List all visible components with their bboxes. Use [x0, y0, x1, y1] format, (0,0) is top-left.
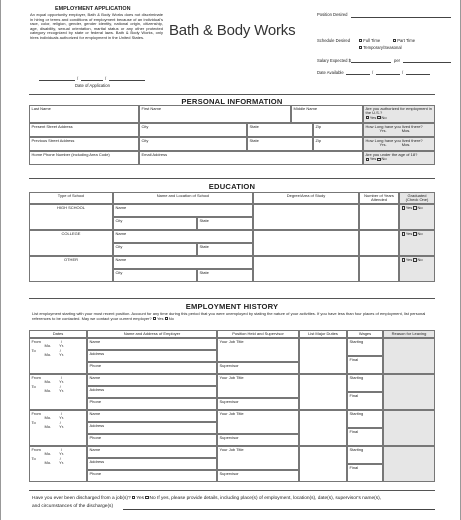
reason-field[interactable] [383, 374, 435, 410]
under-18-no-checkbox[interactable] [377, 158, 380, 161]
history-intro: List employment starting with your most recent position. Account for any time during this period that you were unemployed by stating the nature of your activities. If you have less than four places of employment, list personal references to be contacted. May we contact your current employer? Yes No [32, 311, 426, 321]
full-time-option[interactable]: Full Time [359, 38, 380, 43]
salary-expected-label: Salary Expected $ [317, 58, 351, 63]
graduated-no-checkbox[interactable] [413, 258, 416, 261]
previous-address-field[interactable]: Previous Street Address [29, 137, 139, 151]
school-degree-field[interactable] [253, 204, 359, 230]
school-name-field[interactable]: Name [113, 256, 253, 269]
email-field[interactable]: Email Address [139, 151, 363, 165]
footer-rule [29, 490, 435, 491]
school-graduated-field: Yes No [399, 256, 435, 282]
date-day-line[interactable] [81, 80, 103, 81]
graduated-no-checkbox[interactable] [413, 232, 416, 235]
employer-address-field[interactable]: Address [87, 458, 217, 470]
discharged-yes-checkbox[interactable] [132, 496, 135, 499]
col-reason: Reason for Leaving [383, 330, 435, 338]
how-long-question: How Long have you lived there? Yrs. Mos. [363, 123, 435, 137]
dates-field[interactable]: From / Mo. Yr. To / Mo. Yr. [29, 374, 87, 410]
discharged-question-row: Have you ever been discharged from a job(s)? Yes No If yes, please provide details, including place(s) of employment, location(s), date(s), supervisor's name(s), [32, 496, 382, 501]
employer-phone-field[interactable]: Phone [87, 470, 217, 482]
present-state-field[interactable]: State [247, 123, 313, 137]
home-phone-field[interactable]: Home Phone Number (including Area Code) [29, 151, 139, 165]
job-title-field[interactable]: Your Job Title [217, 338, 299, 362]
starting-wage-field[interactable]: Starting [347, 446, 383, 464]
date-year-line[interactable] [109, 80, 145, 81]
part-time-option[interactable]: Part Time [393, 38, 415, 43]
history-section-title: EMPLOYMENT HISTORY [185, 302, 279, 311]
school-city-field[interactable]: City [113, 269, 197, 282]
school-years-field[interactable] [359, 230, 399, 256]
col-degree: Degree/Area of Study [253, 192, 359, 204]
dates-field[interactable]: From / Mo. Yr. To / Mo. Yr. [29, 410, 87, 446]
contact-employer-no-checkbox[interactable] [165, 317, 168, 320]
graduated-yes-checkbox[interactable] [402, 258, 405, 261]
available-year-field[interactable] [406, 74, 430, 75]
starting-wage-field[interactable]: Starting [347, 374, 383, 392]
salary-per-field[interactable] [403, 62, 451, 63]
reason-field[interactable] [383, 446, 435, 482]
authorized-no-checkbox[interactable] [377, 116, 380, 119]
history-top-rule [29, 298, 435, 299]
final-wage-field[interactable]: Final [347, 428, 383, 446]
middle-name-field[interactable]: Middle Name [291, 105, 363, 123]
school-type-label: OTHER [29, 256, 113, 282]
position-desired-label: Position Desired [317, 12, 348, 17]
employer-name-field[interactable]: Name [87, 374, 217, 386]
previous-zip-field[interactable]: Zip [313, 137, 363, 151]
reason-field[interactable] [383, 410, 435, 446]
supervisor-field[interactable]: Supervisor [217, 470, 299, 482]
last-name-field[interactable]: Last Name [29, 105, 139, 123]
under-18-yes-checkbox[interactable] [366, 158, 369, 161]
school-city-field[interactable]: City [113, 217, 197, 230]
dates-field[interactable]: From / Mo. Yr. To / Mo. Yr. [29, 338, 87, 374]
employer-phone-field[interactable]: Phone [87, 398, 217, 410]
under-18-question: Are you under the age of 18? Yes No [363, 151, 435, 165]
col-name-location: Name and Location of School [113, 192, 253, 204]
eeo-statement: An equal opportunity employer, Bath & Body Works does not discriminate in hiring or terms and conditions of employment because of an individual's race, color, religion, gender, gender identity, national origin, citizenship, age, disability, sexual orientation, marital status or any other protected category recognized by state or federal laws. Bath & Body Works, only hires individuals authorized for employment in the United States. [30, 12, 163, 40]
available-month-field[interactable] [346, 74, 370, 75]
previous-city-field[interactable]: City [139, 137, 247, 151]
school-state-field[interactable]: State [197, 217, 253, 230]
col-duties: List Major Duties [299, 330, 347, 338]
school-city-field[interactable]: City [113, 243, 197, 256]
date-available-label: Date Available [317, 70, 344, 75]
employer-phone-field[interactable]: Phone [87, 362, 217, 374]
supervisor-field[interactable]: Supervisor [217, 434, 299, 446]
starting-wage-field[interactable]: Starting [347, 410, 383, 428]
school-name-field[interactable]: Name [113, 230, 253, 243]
col-type-of-school: Type of School [29, 192, 113, 204]
schedule-desired-label: Schedule Desired [317, 38, 351, 43]
duties-field[interactable] [299, 374, 347, 410]
employer-name-field[interactable]: Name [87, 446, 217, 458]
position-desired-field[interactable] [351, 17, 451, 18]
reason-field[interactable] [383, 338, 435, 374]
graduated-no-checkbox[interactable] [413, 206, 416, 209]
graduated-yes-checkbox[interactable] [402, 206, 405, 209]
application-page: EMPLOYMENT APPLICATION An equal opportunity employer, Bath & Body Works does not discriminate in hiring or terms and conditions of employment because of an individual's race, color, religion, gender, gender identity, national origin, citizenship, age, disability, sexual orientation, marital status or any other protected category recognized by state or federal laws. Bath & Body Works, only hires individuals authorized for employment in the United States. / / Date of Application Bath & Body Works Position Desired Schedule Desired Full Time Part Time Temporary/Seasonal Salary Expected $ per Date Available / / PERSONAL INFORMATION Last Name First Name Middle Name Are you authorized for employment in the U.S.? Yes No Present Street Address City State Zip How Long have you lived there? Yrs. Mos. Previous Street Address City State Zip How Long have you lived there? Yrs. Mos. Home Phone Number (including Area Code) Email Address Are you under the age of 18? Yes No EDUCATION Type of School Name and Location of School Degree/Area of Study Number of Years Attended Graduated (Check One) HIGH SCHOOL Name City State Yes No COLLEGE Name City State Yes No OTHER Name City State Yes No EMPLOYMENT HISTORY List employment starting with your most recent position. Account for any time during this period that you were unemployed by stating the nature of your activities. If you have less than four places of employment, list personal references to be contacted. May we contact your current employer? Yes No Dates Name and Address of Employer Position Held and Supervisor List Major Duties Wages Reason for Leaving From / Mo. Yr. To / Mo. Yr. Name Address Phone Your Job Title Supervisor Starting Final From / Mo. Yr. To / Mo. Yr. Name Address Phone Your Job Title Supervisor Starting Final From / Mo. Yr. To / Mo. Yr. Name Address Phone Your Job Title Supervisor Starting Final From / Mo. Yr. To / Mo. Yr. Name Address Phone Your Job Title Supervisor Starting Final Have you ever been discharged from a job(s)? Yes No If yes, please provide details, including place(s) of employment, location(s), date(s), supervisor's name(s), and circumstances of the discharge(s) [0, 0, 461, 520]
present-address-field[interactable]: Present Street Address [29, 123, 139, 137]
employer-address-field[interactable]: Address [87, 386, 217, 398]
col-position: Position Held and Supervisor [217, 330, 299, 338]
job-title-field[interactable]: Your Job Title [217, 410, 299, 434]
school-type-label: COLLEGE [29, 230, 113, 256]
discharged-question: Have you ever been discharged from a job(s)? [32, 496, 131, 501]
discharged-no-checkbox[interactable] [145, 496, 148, 499]
employer-name-field[interactable]: Name [87, 410, 217, 422]
school-type-label: HIGH SCHOOL [29, 204, 113, 230]
col-wages: Wages [347, 330, 383, 338]
final-wage-field[interactable]: Final [347, 464, 383, 482]
per-label: per [394, 58, 401, 63]
date-month-line[interactable] [39, 80, 75, 81]
final-wage-field[interactable]: Final [347, 356, 383, 374]
col-graduated: Graduated (Check One) [399, 192, 435, 204]
temporary-option[interactable]: Temporary/Seasonal [359, 45, 402, 50]
school-degree-field[interactable] [253, 230, 359, 256]
employer-address-field[interactable]: Address [87, 350, 217, 362]
employer-address-field[interactable]: Address [87, 422, 217, 434]
job-title-field[interactable]: Your Job Title [217, 446, 299, 470]
employer-phone-field[interactable]: Phone [87, 434, 217, 446]
if-yes-instructions: If yes, please provide details, including place(s) of employment, location(s), date(s), supervisor's name(s), [157, 496, 382, 501]
col-years-attended: Number of Years Attended [359, 192, 399, 204]
education-section-title: EDUCATION [208, 182, 256, 191]
present-zip-field[interactable]: Zip [313, 123, 363, 137]
school-name-field[interactable]: Name [113, 204, 253, 217]
how-long-previous-question: How Long have you lived there? Yrs. Mos. [363, 137, 435, 151]
present-city-field[interactable]: City [139, 123, 247, 137]
form-title: EMPLOYMENT APPLICATION [55, 6, 131, 12]
date-of-application-label: Date of Application [75, 83, 110, 88]
school-years-field[interactable] [359, 256, 399, 282]
supervisor-field[interactable]: Supervisor [217, 398, 299, 410]
education-top-rule [29, 178, 435, 179]
brand-logo: Bath & Body Works [169, 22, 296, 39]
personal-section-title: PERSONAL INFORMATION [181, 97, 283, 106]
school-state-field[interactable]: State [197, 269, 253, 282]
final-wage-field[interactable]: Final [347, 392, 383, 410]
school-graduated-field: Yes No [399, 204, 435, 230]
school-years-field[interactable] [359, 204, 399, 230]
duties-field[interactable] [299, 446, 347, 482]
part-time-checkbox[interactable] [393, 39, 396, 42]
full-time-checkbox[interactable] [359, 39, 362, 42]
circumstances-field[interactable] [123, 509, 435, 510]
dates-field[interactable]: From / Mo. Yr. To / Mo. Yr. [29, 446, 87, 482]
personal-top-rule [29, 94, 435, 95]
available-day-field[interactable] [376, 74, 400, 75]
previous-state-field[interactable]: State [247, 137, 313, 151]
school-state-field[interactable]: State [197, 243, 253, 256]
starting-wage-field[interactable]: Starting [347, 338, 383, 356]
graduated-yes-checkbox[interactable] [402, 232, 405, 235]
first-name-field[interactable]: First Name [139, 105, 291, 123]
supervisor-field[interactable]: Supervisor [217, 362, 299, 374]
school-degree-field[interactable] [253, 256, 359, 282]
salary-field[interactable] [351, 62, 391, 63]
school-graduated-field: Yes No [399, 230, 435, 256]
authorized-question: Are you authorized for employment in the U.S.? Yes No [363, 105, 435, 123]
col-employer: Name and Address of Employer [87, 330, 217, 338]
circumstances-label: and circumstances of the discharge(s) [32, 504, 114, 509]
job-title-field[interactable]: Your Job Title [217, 374, 299, 398]
temporary-checkbox[interactable] [359, 46, 362, 49]
contact-employer-yes-checkbox[interactable] [153, 317, 156, 320]
col-dates: Dates [29, 330, 87, 338]
duties-field[interactable] [299, 410, 347, 446]
authorized-yes-checkbox[interactable] [366, 116, 369, 119]
employer-name-field[interactable]: Name [87, 338, 217, 350]
duties-field[interactable] [299, 338, 347, 374]
